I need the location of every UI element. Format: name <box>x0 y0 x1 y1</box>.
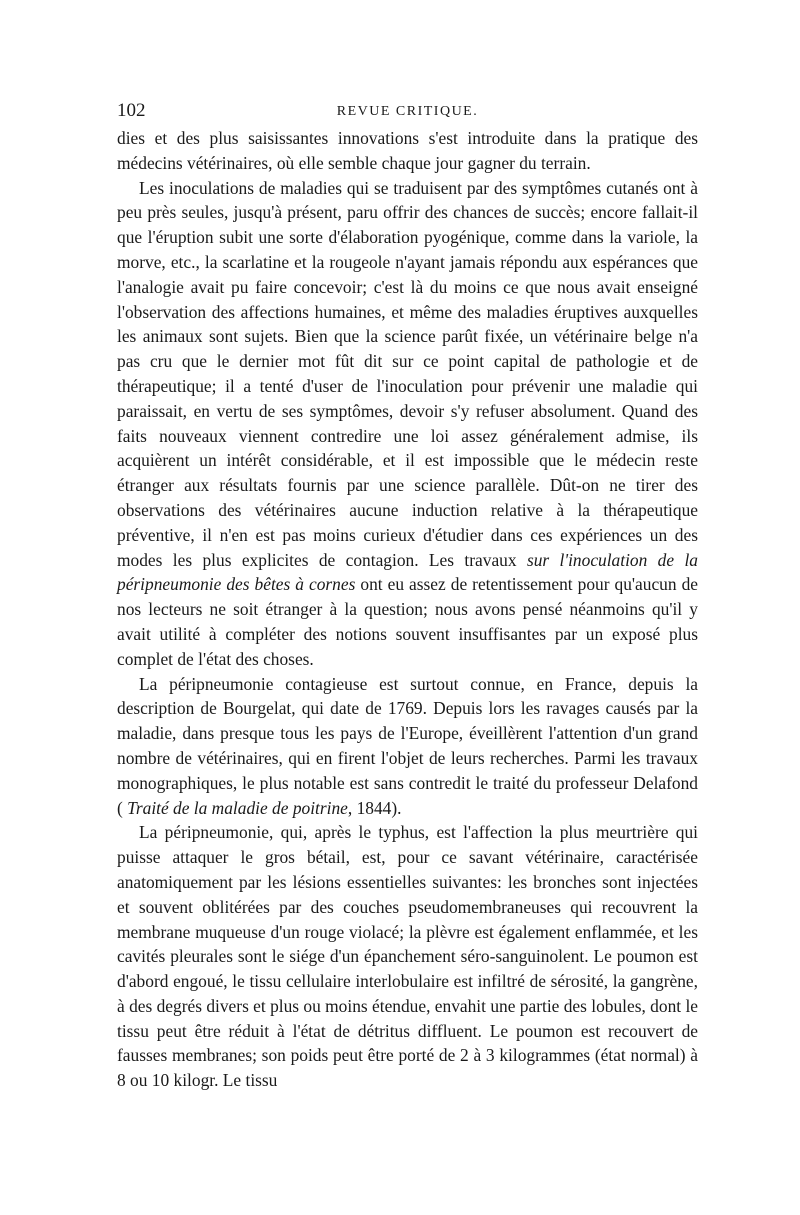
running-title: REVUE CRITIQUE. <box>336 104 479 119</box>
paragraph-3 <box>117 672 698 821</box>
page-number: 102 <box>117 100 146 121</box>
paragraph-2-italic: sur l'inoculation de la péripneumonie des bêtes à cornes <box>117 549 698 595</box>
body-text <box>117 126 698 1093</box>
paragraph-1-text: dies et des plus saisissantes innovations s'est introduite dans la pratique des médecins vétérinaires, où elle semble chaque jour gagner du terrain. <box>117 128 698 173</box>
book-page <box>117 96 698 1093</box>
paragraph-2-text-b: ont eu assez de retentissement pour qu'aucun de nos lecteurs ne soit étranger à la question; nous avons pensé néanmoins qu'il y avait utilité à compléter des notions souvent insuffisantes par un exposé plus complet de l'état des choses. <box>117 574 699 669</box>
paragraph-4 <box>117 820 698 1093</box>
paragraph-3-text-a: La péripneumonie contagieuse est surtout connue, en France, depuis la description de Bourgelat, qui date de 1769. Depuis lors les ravages causés par la maladie, dans presque tous les pays de l'Europe, éveillèrent l'attention d'un grand nombre de vétérinaires, qui en firent l'objet de leurs recherches. Parmi les travaux monographiques, le plus notable est sans contredit le traité du professeur Delafond ( <box>117 673 698 818</box>
paragraph-2-text-a: Les inoculations de maladies qui se traduisent par des symptômes cutanés ont à peu près seules, jusqu'à présent, paru offrir des chances de succès; encore fallait-il que l'éruption subit une sorte d'élaboration pyogénique, comme dans la variole, la morve, etc., la scarlatine et la rougeole n'ayant jamais répondu aux espérances que l'analogie avait pu faire concevoir; c'est là du moins ce que nous avait enseigné l'observation des affections humaines, et même des maladies éruptives auxquelles les animaux sont sujets. Bien que la science parût fixée, un vétérinaire belge n'a pas cru que le dernier mot fût dit sur ce point capital de pathologie et de thérapeutique; il a tenté d'user de l'inoculation pour prévenir une maladie qui paraissait, en vertu de ses symptômes, devoir s'y refuser absolument. Quand des faits nouveaux viennent contredire une loi assez généralement admise, ils acquièrent un intérêt considérable, et il est impossible que le médecin reste étranger aux résultats fournis par une science parallèle. Dût-on ne tirer des observations des vétérinaires aucune induction relative à la thérapeutique préventive, il n'en est pas moins curieux d'étudier dans ces expériences un des modes les plus explicites de contagion. Les travaux <box>117 177 698 570</box>
paragraph-3-italic: Traité de la maladie de poitrine <box>127 797 348 818</box>
running-head <box>117 96 698 126</box>
paragraph-4-text: La péripneumonie, qui, après le typhus, est l'affection la plus meurtrière qui puisse attaquer le gros bétail, est, pour ce savant vétérinaire, caractérisée anatomiquement par les lésions essentielles suivantes: les bronches sont injectées et souvent oblitérées par des couches pseudomembraneuses qui recouvrent la membrane muqueuse d'un rouge violacé; la plèvre est également enflammée, et les cavités pleurales sont le siége d'un épanchement séro-sanguinolent. Le poumon est d'abord engoué, le tissu cellulaire interlobulaire est infiltré de sérosité, la gangrène, à des degrés divers et plus ou moins étendue, envahit une partie des lobules, dont le tissu peut être réduit à l'état de détritus diffluent. Le poumon est recouvert de fausses membranes; son poids peut être porté de 2 à 3 kilogrammes (état normal) à 8 ou 10 kilogr. Le tissu <box>117 822 698 1091</box>
paragraph-1 <box>117 126 698 176</box>
paragraph-3-text-b: , 1844). <box>347 797 402 818</box>
paragraph-2 <box>117 176 698 672</box>
